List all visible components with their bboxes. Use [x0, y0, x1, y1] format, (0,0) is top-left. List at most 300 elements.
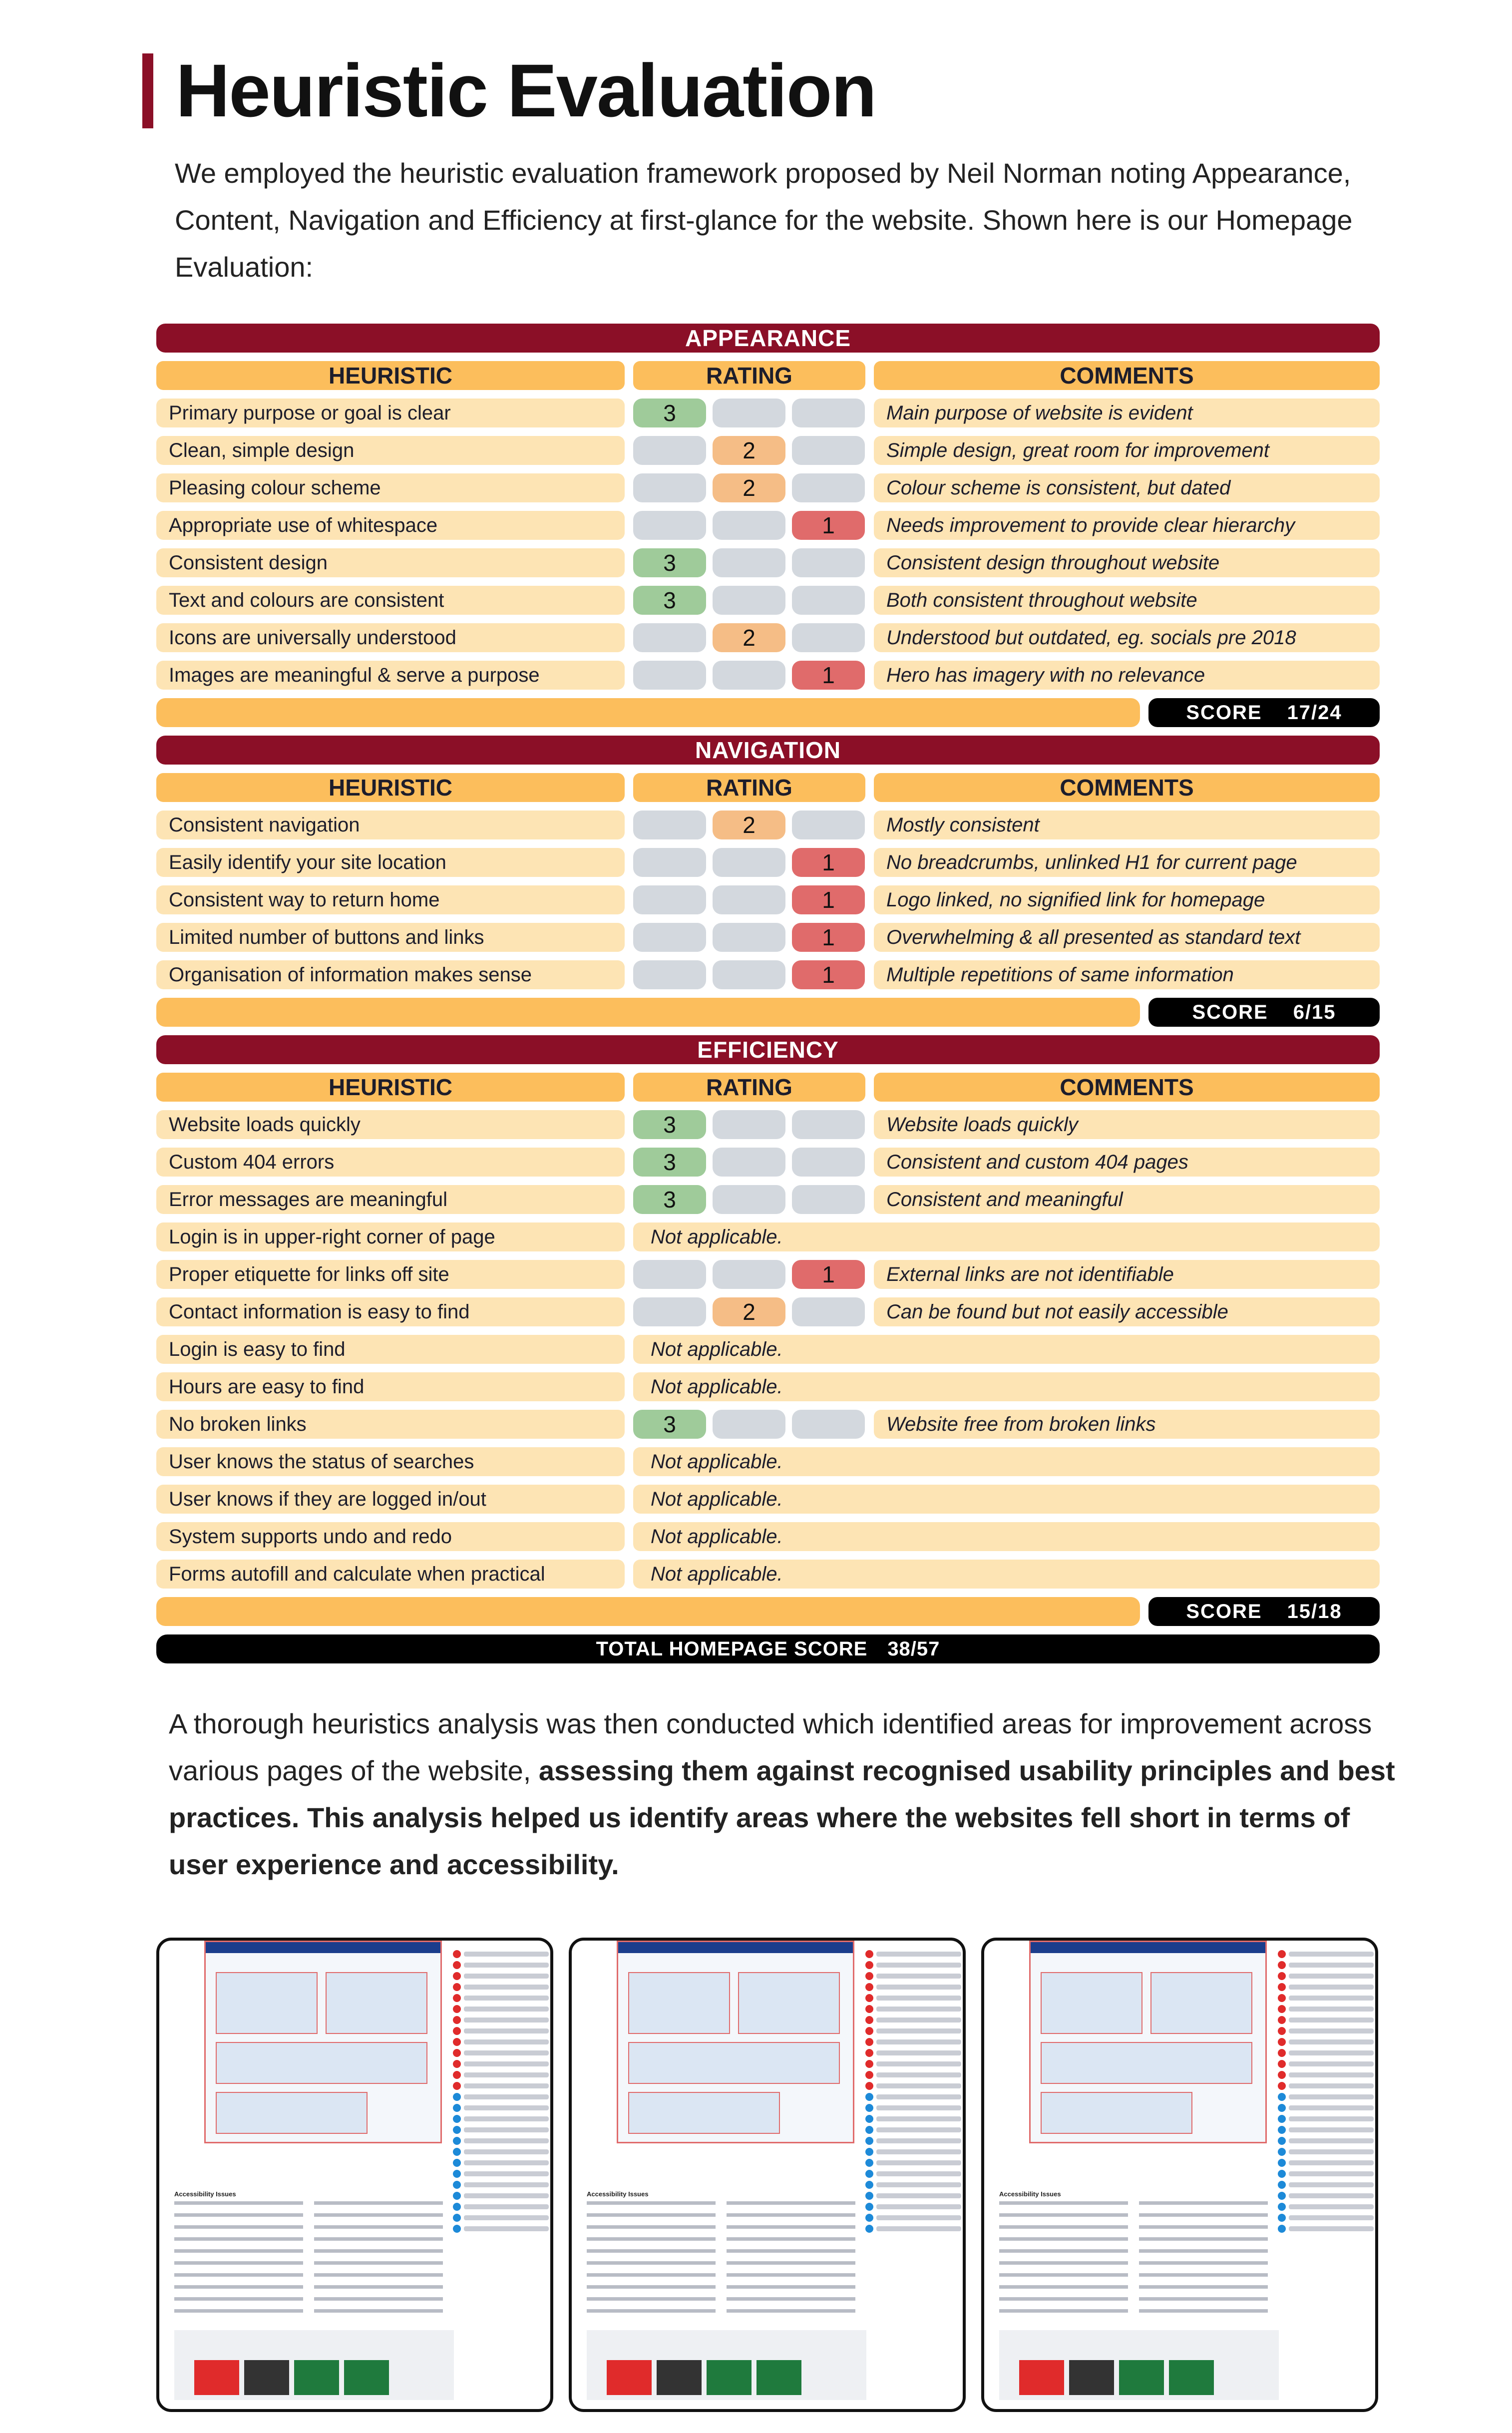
annotation-note	[876, 1952, 961, 1957]
table-row	[156, 885, 1380, 914]
page-evaluation-thumbnails	[156, 1938, 1380, 2412]
column-header-heuristic: HEURISTIC	[156, 1073, 625, 1102]
table-row	[156, 661, 1380, 690]
annotation-note	[876, 2039, 961, 2044]
title-text: Heuristic Evaluation	[176, 48, 876, 132]
screenshot-annotation-box	[216, 2092, 368, 2134]
heuristic-cell: Login is easy to find	[156, 1335, 625, 1364]
heuristic-cell: Limited number of buttons and links	[156, 923, 625, 952]
table-row	[156, 923, 1380, 952]
annotation-note	[464, 2050, 549, 2055]
accessibility-line	[1139, 2297, 1268, 2301]
rating-pill-active: 3	[633, 1410, 706, 1439]
annotated-screenshot	[204, 1941, 442, 2143]
annotation-note	[876, 2105, 961, 2110]
table-row	[156, 1185, 1380, 1214]
annotation-note	[1289, 2193, 1374, 2198]
accessibility-line	[999, 2297, 1128, 2301]
annotation-note	[1289, 1963, 1374, 1968]
accessibility-line	[1139, 2213, 1268, 2217]
accessibility-line	[587, 2297, 716, 2301]
table-row	[156, 1372, 1380, 1401]
rating-pill-empty	[633, 885, 706, 914]
section-header-navigation: NAVIGATION	[156, 736, 1380, 765]
column-header-comments: COMMENTS	[874, 361, 1380, 390]
screenshot-annotation-box	[326, 1972, 427, 2034]
annotation-note	[876, 1985, 961, 1990]
rating-pill-active: 2	[713, 473, 785, 502]
column-header-row	[156, 361, 1380, 390]
heuristic-cell: Custom 404 errors	[156, 1148, 625, 1177]
contrast-swatch	[294, 2360, 339, 2395]
rating-pill-active: 1	[792, 960, 865, 989]
rating-cell	[633, 661, 865, 690]
rating-pill-empty	[792, 1297, 865, 1326]
comment-cell: External links are not identifiable	[874, 1260, 1380, 1289]
comment-cell: Can be found but not easily accessible	[874, 1297, 1380, 1326]
column-header-rating: RATING	[633, 1073, 865, 1102]
annotated-screenshot	[617, 1941, 854, 2143]
accessibility-line	[174, 2213, 303, 2217]
annotation-notes	[464, 1946, 549, 2237]
annotation-note	[876, 2050, 961, 2055]
annotation-note	[876, 2028, 961, 2033]
accessibility-line	[727, 2273, 855, 2277]
rating-cell	[633, 1148, 865, 1177]
table-row	[156, 623, 1380, 652]
heuristic-cell: Clean, simple design	[156, 436, 625, 465]
accessibility-heading: Accessibility Issues	[999, 2190, 1061, 2198]
accessibility-line	[999, 2285, 1128, 2289]
section-header-appearance: APPEARANCE	[156, 324, 1380, 353]
accessibility-heading: Accessibility Issues	[587, 2190, 649, 2198]
rating-pill-empty	[713, 923, 785, 952]
annotation-note	[464, 2127, 549, 2132]
rating-pill-empty	[792, 548, 865, 577]
score-box	[1148, 698, 1380, 727]
accessibility-line	[999, 2249, 1128, 2253]
rating-pill-active: 2	[713, 436, 785, 465]
accessibility-line	[314, 2261, 443, 2265]
annotated-screenshot	[1029, 1941, 1267, 2143]
contrast-swatch	[244, 2360, 289, 2395]
annotation-note	[464, 2193, 549, 2198]
heuristic-cell: Consistent navigation	[156, 811, 625, 839]
accessibility-line	[1139, 2261, 1268, 2265]
heuristic-cell: Organisation of information makes sense	[156, 960, 625, 989]
accessibility-line	[314, 2285, 443, 2289]
total-score-label: TOTAL HOMEPAGE SCORE	[596, 1638, 868, 1660]
heuristic-cell: Error messages are meaningful	[156, 1185, 625, 1214]
annotation-note	[464, 2018, 549, 2023]
rating-pill-empty	[713, 586, 785, 615]
rating-pill-empty	[633, 1260, 706, 1289]
annotation-note	[1289, 2182, 1374, 2187]
annotation-note	[1289, 2171, 1374, 2176]
accessibility-line	[1139, 2273, 1268, 2277]
rating-pill-empty	[713, 1260, 785, 1289]
score-label: SCORE	[1192, 1001, 1268, 1023]
heuristic-cell: Pleasing colour scheme	[156, 473, 625, 502]
table-row	[156, 548, 1380, 577]
rating-cell	[633, 473, 865, 502]
annotation-note	[464, 1974, 549, 1979]
accessibility-line	[174, 2249, 303, 2253]
annotation-note	[1289, 2083, 1374, 2088]
rating-pill-empty	[713, 885, 785, 914]
annotation-note	[464, 1963, 549, 1968]
annotation-note	[464, 2226, 549, 2231]
accessibility-line	[314, 2201, 443, 2205]
annotation-note	[1289, 2039, 1374, 2044]
score-label: SCORE	[1186, 702, 1262, 724]
column-header-row	[156, 1073, 1380, 1102]
table-row	[156, 1560, 1380, 1589]
annotation-note	[1289, 2007, 1374, 2012]
table-row	[156, 399, 1380, 427]
rating-pill-empty	[792, 811, 865, 839]
accessibility-line	[1139, 2285, 1268, 2289]
accessibility-line	[174, 2309, 303, 2313]
heuristic-cell: Consistent design	[156, 548, 625, 577]
not-applicable-cell: Not applicable.	[633, 1522, 1380, 1551]
accessibility-line	[727, 2237, 855, 2241]
comment-cell: Understood but outdated, eg. socials pre 2018	[874, 623, 1380, 652]
annotation-note	[1289, 2028, 1374, 2033]
accessibility-line	[587, 2249, 716, 2253]
annotation-note	[464, 2061, 549, 2066]
evaluation-thumbnail-2	[569, 1938, 966, 2412]
outro-bold: assessing them against recognised usability principles and best practices. This analysis helped us identify areas where the websites fell short in terms of user experience and accessibility.	[169, 1755, 1395, 1880]
annotation-note	[464, 2072, 549, 2077]
screenshot-annotation-box	[216, 2042, 427, 2084]
score-row	[156, 698, 1380, 727]
rating-pill-empty	[713, 1185, 785, 1214]
screenshot-nav-bar	[1031, 1942, 1265, 1953]
annotation-note	[464, 2083, 549, 2088]
annotation-note	[1289, 2061, 1374, 2066]
rating-pill-active: 1	[792, 511, 865, 540]
heuristic-cell: Images are meaningful & serve a purpose	[156, 661, 625, 690]
rating-pill-empty	[792, 399, 865, 427]
accessibility-line	[999, 2261, 1128, 2265]
heuristic-cell: Icons are universally understood	[156, 623, 625, 652]
accessibility-line	[1139, 2249, 1268, 2253]
comment-cell: No breadcrumbs, unlinked H1 for current page	[874, 848, 1380, 877]
rating-pill-active: 3	[633, 548, 706, 577]
outro-paragraph	[169, 1700, 1402, 1888]
heuristic-cell: Primary purpose or goal is clear	[156, 399, 625, 427]
annotation-note	[1289, 2116, 1374, 2121]
heuristic-cell: User knows if they are logged in/out	[156, 1485, 625, 1514]
annotation-note	[464, 2215, 549, 2220]
total-score-value: 38/57	[887, 1638, 940, 1660]
heuristic-cell: System supports undo and redo	[156, 1522, 625, 1551]
accessibility-line	[174, 2201, 303, 2205]
accessibility-line	[587, 2285, 716, 2289]
rating-pill-empty	[713, 548, 785, 577]
rating-cell	[633, 885, 865, 914]
annotation-notes	[876, 1946, 961, 2237]
comment-cell: Hero has imagery with no relevance	[874, 661, 1380, 690]
accessibility-line	[587, 2225, 716, 2229]
rating-cell	[633, 623, 865, 652]
column-header-rating: RATING	[633, 773, 865, 802]
rating-pill-empty	[633, 848, 706, 877]
screenshot-annotation-box	[1041, 1972, 1142, 2034]
rating-pill-empty	[633, 661, 706, 690]
accessibility-line	[587, 2201, 716, 2205]
accessibility-line	[587, 2261, 716, 2265]
rating-cell	[633, 1110, 865, 1139]
accessibility-issues	[999, 2190, 1279, 2318]
contrast-swatch	[1069, 2360, 1114, 2395]
table-row	[156, 1485, 1380, 1514]
total-score-bar	[156, 1634, 1380, 1663]
comment-cell: Colour scheme is consistent, but dated	[874, 473, 1380, 502]
annotation-note	[876, 2171, 961, 2176]
comment-cell: Both consistent throughout website	[874, 586, 1380, 615]
annotation-note	[876, 2083, 961, 2088]
table-row	[156, 811, 1380, 839]
rating-pill-active: 2	[713, 1297, 785, 1326]
accessibility-line	[727, 2309, 855, 2313]
annotation-note	[876, 1963, 961, 1968]
screenshot-annotation-box	[628, 2042, 840, 2084]
screenshot-annotation-box	[738, 1972, 840, 2034]
rating-pill-active: 1	[792, 661, 865, 690]
table-row	[156, 1148, 1380, 1177]
accessibility-line	[174, 2273, 303, 2277]
annotation-note	[876, 1996, 961, 2001]
contrast-swatches	[999, 2330, 1279, 2400]
score-bar	[156, 1597, 1140, 1626]
accessibility-line	[1139, 2237, 1268, 2241]
annotation-note	[876, 2072, 961, 2077]
column-header-comments: COMMENTS	[874, 1073, 1380, 1102]
annotation-note	[464, 1985, 549, 1990]
annotation-note	[876, 2018, 961, 2023]
rating-cell	[633, 811, 865, 839]
rating-pill-empty	[633, 960, 706, 989]
accessibility-line	[314, 2273, 443, 2277]
accessibility-line	[174, 2237, 303, 2241]
rating-pill-active: 1	[792, 1260, 865, 1289]
heuristic-cell: Login is in upper-right corner of page	[156, 1222, 625, 1251]
rating-pill-empty	[792, 1410, 865, 1439]
heuristic-cell: Forms autofill and calculate when practical	[156, 1560, 625, 1589]
rating-pill-active: 1	[792, 923, 865, 952]
accessibility-line	[999, 2213, 1128, 2217]
heuristic-cell: User knows the status of searches	[156, 1447, 625, 1476]
accessibility-heading: Accessibility Issues	[174, 2190, 236, 2198]
not-applicable-cell: Not applicable.	[633, 1560, 1380, 1589]
not-applicable-cell: Not applicable.	[633, 1372, 1380, 1401]
table-row	[156, 1110, 1380, 1139]
rating-pill-empty	[713, 1110, 785, 1139]
comment-cell: Main purpose of website is evident	[874, 399, 1380, 427]
table-row	[156, 1260, 1380, 1289]
score-bar	[156, 698, 1140, 727]
rating-pill-active: 1	[792, 885, 865, 914]
rating-cell	[633, 1410, 865, 1439]
score-row	[156, 998, 1380, 1027]
screenshot-nav-bar	[206, 1942, 440, 1953]
accessibility-lines	[587, 2198, 866, 2318]
contrast-swatch	[194, 2360, 239, 2395]
score-bar	[156, 998, 1140, 1027]
column-header-row	[156, 773, 1380, 802]
table-row	[156, 1447, 1380, 1476]
comment-cell: Logo linked, no signified link for homepage	[874, 885, 1380, 914]
intro-paragraph: We employed the heuristic evaluation framework proposed by Neil Norman noting Appearance, Content, Navigation and Efficiency at first-glance for the website. Shown here is our Homepage Evaluation:	[175, 157, 1353, 283]
rating-pill-active: 1	[792, 848, 865, 877]
table-row	[156, 1335, 1380, 1364]
annotation-note	[464, 2028, 549, 2033]
accessibility-line	[587, 2213, 716, 2217]
rating-cell	[633, 960, 865, 989]
annotation-note	[464, 2182, 549, 2187]
rating-cell	[633, 436, 865, 465]
heuristic-cell: No broken links	[156, 1410, 625, 1439]
annotation-note	[464, 2149, 549, 2154]
rating-pill-active: 3	[633, 1110, 706, 1139]
rating-pill-empty	[792, 1185, 865, 1214]
rating-pill-empty	[713, 399, 785, 427]
annotation-note	[464, 2171, 549, 2176]
accessibility-line	[999, 2201, 1128, 2205]
rating-pill-empty	[713, 1410, 785, 1439]
accessibility-line	[999, 2309, 1128, 2313]
accessibility-line	[314, 2237, 443, 2241]
rating-cell	[633, 1185, 865, 1214]
annotation-note	[464, 2105, 549, 2110]
table-row	[156, 960, 1380, 989]
annotation-note	[876, 2193, 961, 2198]
screenshot-annotation-box	[1041, 2092, 1192, 2134]
annotation-note	[876, 2007, 961, 2012]
rating-pill-empty	[713, 661, 785, 690]
accessibility-line	[587, 2237, 716, 2241]
not-applicable-cell: Not applicable.	[633, 1335, 1380, 1364]
contrast-swatch	[1019, 2360, 1064, 2395]
table-row	[156, 848, 1380, 877]
annotation-note	[464, 2007, 549, 2012]
column-header-comments: COMMENTS	[874, 773, 1380, 802]
annotation-note	[464, 2204, 549, 2209]
annotation-note	[1289, 1952, 1374, 1957]
annotation-note	[876, 2226, 961, 2231]
rating-pill-active: 2	[713, 623, 785, 652]
accessibility-line	[587, 2273, 716, 2277]
annotation-note	[876, 2215, 961, 2220]
accessibility-line	[727, 2297, 855, 2301]
heuristic-cell: Consistent way to return home	[156, 885, 625, 914]
table-row	[156, 586, 1380, 615]
heuristic-cell: Proper etiquette for links off site	[156, 1260, 625, 1289]
rating-pill-empty	[633, 473, 706, 502]
annotation-note	[876, 2160, 961, 2165]
rating-pill-empty	[633, 623, 706, 652]
table-row	[156, 511, 1380, 540]
score-box	[1148, 1597, 1380, 1626]
column-header-heuristic: HEURISTIC	[156, 361, 625, 390]
accessibility-line	[999, 2225, 1128, 2229]
accessibility-line	[314, 2225, 443, 2229]
rating-cell	[633, 511, 865, 540]
rating-pill-active: 3	[633, 1148, 706, 1177]
annotation-notes	[1289, 1946, 1374, 2237]
rating-pill-empty	[792, 1110, 865, 1139]
rating-pill-empty	[713, 1148, 785, 1177]
comment-cell: Multiple repetitions of same information	[874, 960, 1380, 989]
annotation-note	[876, 2182, 961, 2187]
annotation-note	[876, 2149, 961, 2154]
contrast-swatch	[1169, 2360, 1214, 2395]
annotation-note	[1289, 2127, 1374, 2132]
annotation-note	[876, 2116, 961, 2121]
score-row	[156, 1597, 1380, 1626]
rating-pill-empty	[792, 586, 865, 615]
accessibility-line	[174, 2297, 303, 2301]
contrast-swatches	[174, 2330, 454, 2400]
comment-cell: Overwhelming & all presented as standard text	[874, 923, 1380, 952]
score-value: 17/24	[1287, 702, 1342, 724]
accessibility-lines	[174, 2198, 454, 2318]
annotation-note	[1289, 2160, 1374, 2165]
score-value: 15/18	[1287, 1601, 1342, 1622]
annotation-note	[1289, 2105, 1374, 2110]
annotation-note	[1289, 1974, 1374, 1979]
annotation-note	[876, 2061, 961, 2066]
accessibility-issues	[174, 2190, 454, 2318]
rating-pill-empty	[792, 473, 865, 502]
contrast-swatches	[587, 2330, 866, 2400]
title-accent-bar	[142, 53, 153, 128]
accessibility-line	[314, 2297, 443, 2301]
contrast-swatch	[607, 2360, 652, 2395]
accessibility-line	[999, 2237, 1128, 2241]
accessibility-issues	[587, 2190, 866, 2318]
annotation-note	[464, 2039, 549, 2044]
rating-cell	[633, 399, 865, 427]
annotation-note	[1289, 2226, 1374, 2231]
annotation-note	[464, 2094, 549, 2099]
rating-pill-empty	[633, 923, 706, 952]
annotation-note	[876, 1974, 961, 1979]
not-applicable-cell: Not applicable.	[633, 1485, 1380, 1514]
annotation-note	[464, 2138, 549, 2143]
accessibility-line	[727, 2225, 855, 2229]
comment-cell: Consistent and meaningful	[874, 1185, 1380, 1214]
rating-pill-active: 3	[633, 586, 706, 615]
score-value: 6/15	[1293, 1001, 1336, 1023]
annotation-note	[1289, 2050, 1374, 2055]
annotation-note	[1289, 1996, 1374, 2001]
rating-pill-active: 3	[633, 1185, 706, 1214]
rating-pill-empty	[792, 623, 865, 652]
accessibility-lines	[999, 2198, 1279, 2318]
comment-cell: Website free from broken links	[874, 1410, 1380, 1439]
rating-pill-empty	[633, 811, 706, 839]
accessibility-line	[727, 2261, 855, 2265]
table-row	[156, 1222, 1380, 1251]
screenshot-annotation-box	[1150, 1972, 1252, 2034]
comment-cell: Website loads quickly	[874, 1110, 1380, 1139]
page-title	[142, 47, 876, 134]
accessibility-line	[727, 2201, 855, 2205]
not-applicable-cell: Not applicable.	[633, 1447, 1380, 1476]
